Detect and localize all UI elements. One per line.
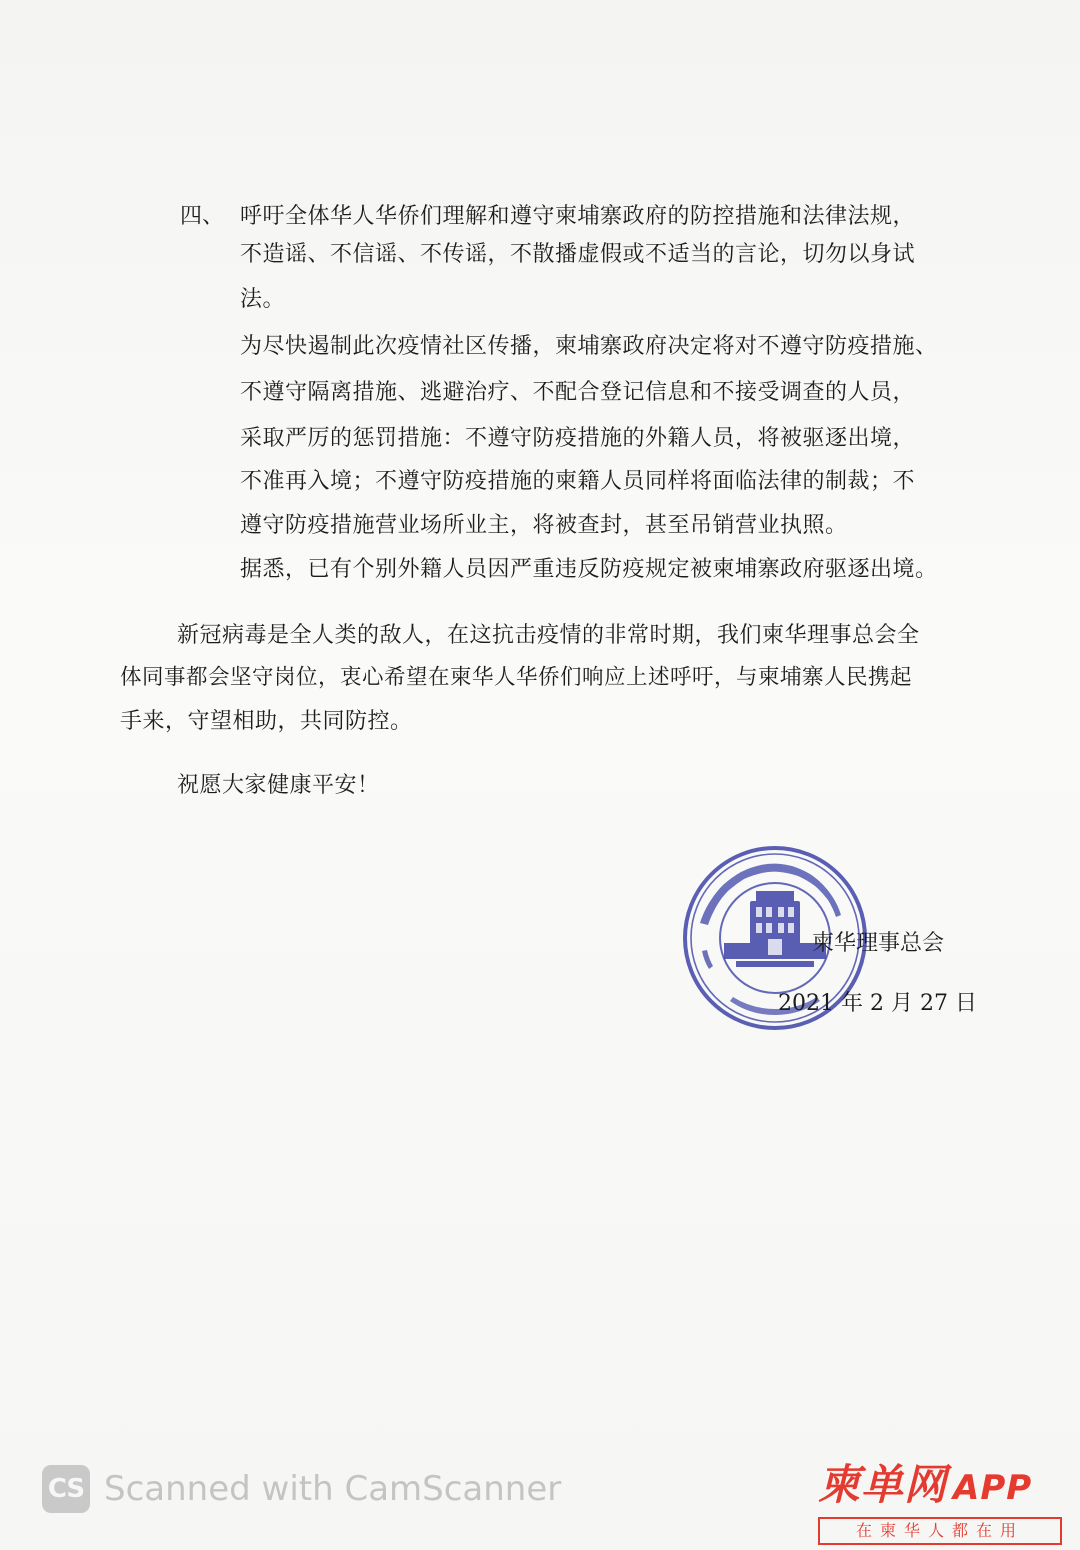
signature-date: 2021 年 2 月 27 日 [778,991,977,1016]
camscanner-text: Scanned with CamScanner [104,1469,562,1509]
camscanner-logo-icon: CS [42,1465,90,1513]
brand-app-label: APP [953,1468,1033,1508]
section-line: 法。 [240,287,286,312]
wishes-line: 祝愿大家健康平安！ [177,773,380,798]
section-line: 采取严厉的惩罚措施：不遵守防疫措施的外籍人员，将被驱逐出境， [240,426,916,451]
section-line: 为尽快遏制此次疫情社区传播，柬埔寨政府决定将对不遵守防疫措施、 [240,334,938,359]
section-line: 不遵守隔离措施、逃避治疗、不配合登记信息和不接受调查的人员， [240,380,916,405]
brand-watermark [818,1462,1068,1542]
section-line: 遵守防疫措施营业场所业主，将被查封，甚至吊销营业执照。 [240,513,848,538]
brand-name: 柬单网 [818,1460,948,1509]
section-line: 不造谣、不信谣、不传谣，不散播虚假或不适当的言论，切勿以身试 [240,242,916,267]
closing-line: 手来，守望相助，共同防控。 [120,709,413,734]
section-number: 四、 [180,204,225,229]
section-line: 据悉，已有个别外籍人员因严重违反防疫规定被柬埔寨政府驱逐出境。 [240,557,938,582]
section-line: 不准再入境；不遵守防疫措施的柬籍人员同样将面临法律的制裁；不 [240,469,916,494]
brand-slogan: 在柬华人都在用 [818,1517,1062,1545]
brand-logo [818,1462,1068,1511]
closing-line: 体同事都会坚守岗位，衷心希望在柬华人华侨们响应上述呼吁，与柬埔寨人民携起 [120,665,913,690]
camscanner-watermark [42,1462,561,1516]
signature-organization: 柬华理事总会 [812,931,945,956]
section-line: 呼吁全体华人华侨们理解和遵守柬埔寨政府的防控措施和法律法规， [240,204,916,229]
closing-line: 新冠病毒是全人类的敌人，在这抗击疫情的非常时期，我们柬华理事总会全 [177,623,920,648]
